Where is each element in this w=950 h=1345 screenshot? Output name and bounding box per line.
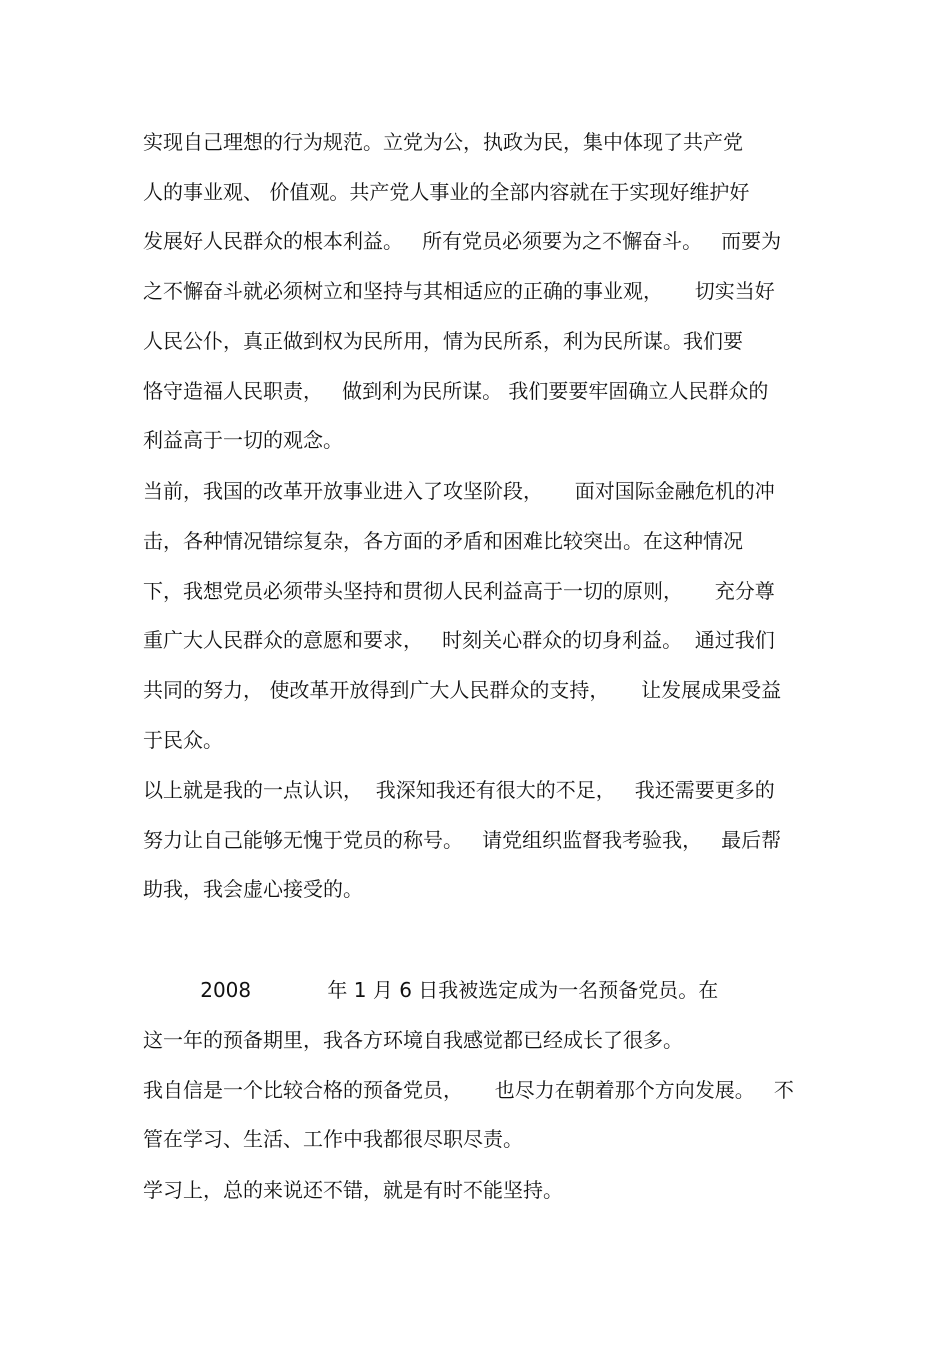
text-line: 当前，我国的改革开放事业进入了攻坚阶段， 面对国际金融危机的冲 — [143, 479, 775, 503]
text-line: 击，各种情况错综复杂，各方面的矛盾和困难比较突出。在这种情况 — [143, 529, 743, 553]
text-line: 学习上，总的来说还不错，就是有时不能坚持。 — [143, 1178, 563, 1202]
text-line: 利益高于一切的观念。 — [143, 428, 343, 452]
text-line: 努力让自己能够无愧于党员的称号。 请党组织监督我考验我， 最后帮 — [143, 828, 782, 852]
text-line: 之不懈奋斗就必须树立和坚持与其相适应的正确的事业观， 切实当好 — [143, 279, 775, 303]
text-line: 2008 年 1 月 6 日我被选定成为一名预备党员。在 — [143, 978, 719, 1002]
text-line: 助我，我会虚心接受的。 — [143, 877, 363, 901]
text-line: 共同的努力， 使改革开放得到广大人民群众的支持， 让发展成果受益 — [143, 678, 782, 702]
text-line: 于民众。 — [143, 728, 223, 752]
text-line: 管在学习、生活、工作中我都很尽职尽责。 — [143, 1127, 523, 1151]
text-line: 恪守造福人民职责， 做到利为民所谋。 我们要要牢固确立人民群众的 — [143, 379, 769, 403]
text-line: 以上就是我的一点认识， 我深知我还有很大的不足， 我还需要更多的 — [143, 778, 775, 802]
text-line: 这一年的预备期里，我各方环境自我感觉都已经成长了很多。 — [143, 1028, 683, 1052]
text-line: 实现自己理想的行为规范。立党为公，执政为民，集中体现了共产党 — [143, 130, 743, 154]
text-line: 人的事业观、 价值观。共产党人事业的全部内容就在于实现好维护好 — [143, 180, 750, 204]
text-line: 发展好人民群众的根本利益。 所有党员必须要为之不懈奋斗。 而要为 — [143, 229, 782, 253]
text-line: 我自信是一个比较合格的预备党员， 也尽力在朝着那个方向发展。 不 — [143, 1078, 794, 1102]
text-line: 下，我想党员必须带头坚持和贯彻人民利益高于一切的原则， 充分尊 — [143, 579, 775, 603]
text-line: 人民公仆，真正做到权为民所用，情为民所系，利为民所谋。我们要 — [143, 329, 743, 353]
text-line: 重广大人民群众的意愿和要求， 时刻关心群众的切身利益。 通过我们 — [143, 628, 775, 652]
